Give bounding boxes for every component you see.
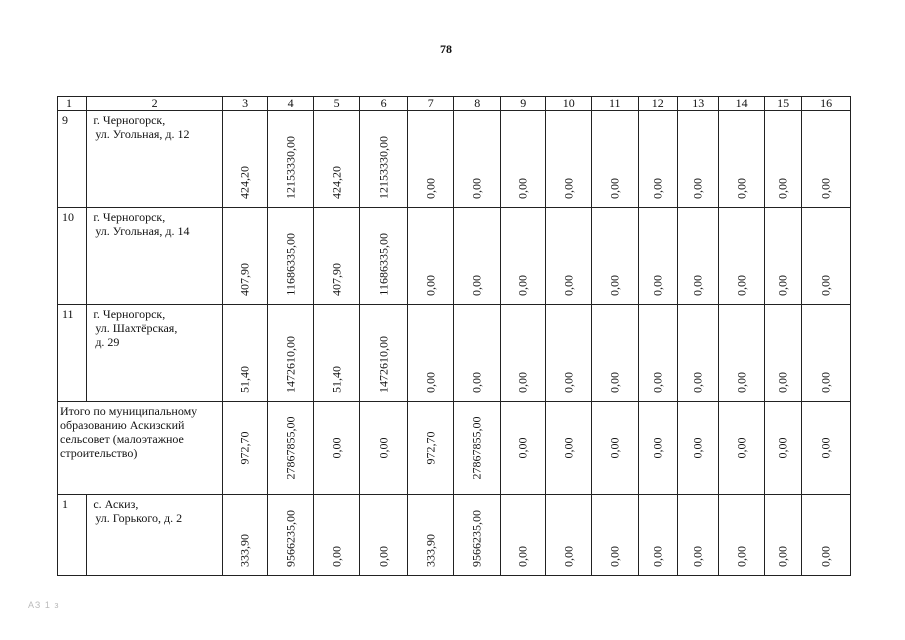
value-cell (454, 495, 501, 576)
value-cell (719, 495, 765, 576)
address-line: ул. Угольная, д. 12 (95, 127, 190, 141)
value-text: 1472610,00 (376, 336, 391, 393)
value-text: 0,00 (329, 437, 344, 459)
header-cell: 12 (638, 97, 677, 111)
value-text: 0,00 (469, 178, 484, 199)
value-text: 0,00 (423, 178, 438, 199)
header-cell: 5 (313, 97, 360, 111)
header-cell: 15 (764, 97, 801, 111)
value-text: 0,00 (515, 372, 530, 393)
value-cell (500, 495, 546, 576)
value-text: 0,00 (818, 372, 833, 393)
value-cell (454, 208, 501, 305)
value-text: 0,00 (818, 178, 833, 199)
value-cell (268, 111, 314, 208)
value-text: 0,00 (650, 546, 665, 567)
value-cell (222, 111, 268, 208)
header-cell: 9 (500, 97, 546, 111)
value-text: 0,00 (469, 275, 484, 296)
value-text: 0,00 (329, 546, 344, 567)
value-text: 27867855,00 (469, 416, 484, 480)
address-line: д. 29 (95, 335, 120, 349)
value-cell (677, 111, 718, 208)
value-cell (546, 402, 592, 495)
value-cell (677, 305, 718, 402)
row-number: 11 (58, 305, 87, 402)
value-text: 0,00 (775, 372, 790, 393)
value-text: 0,00 (561, 178, 576, 199)
value-cell (677, 495, 718, 576)
header-cell: 8 (454, 97, 501, 111)
value-cell (222, 208, 268, 305)
address-line: с. Аскиз, (93, 497, 139, 511)
value-cell (638, 495, 677, 576)
value-cell (313, 111, 360, 208)
value-cell (407, 111, 454, 208)
value-text: 0,00 (775, 178, 790, 199)
row-number: 9 (58, 111, 87, 208)
value-text: 27867855,00 (283, 416, 298, 480)
value-cell (407, 208, 454, 305)
value-text: 0,00 (561, 372, 576, 393)
value-cell (500, 402, 546, 495)
value-text: 0,00 (734, 372, 749, 393)
value-cell (802, 402, 851, 495)
address-cell (87, 208, 223, 305)
value-text: 0,00 (376, 437, 391, 459)
value-text: 12153330,00 (283, 136, 298, 199)
value-cell (360, 208, 408, 305)
value-text: 9566235,00 (283, 510, 298, 567)
value-text: 11686335,00 (283, 233, 298, 296)
value-cell (407, 402, 454, 495)
value-text: 0,00 (775, 437, 790, 459)
row-number: 10 (58, 208, 87, 305)
value-text: 0,00 (561, 275, 576, 296)
address-cell (87, 305, 223, 402)
value-cell (638, 111, 677, 208)
header-cell: 13 (677, 97, 718, 111)
value-text: 333,90 (423, 534, 438, 567)
value-text: 0,00 (650, 178, 665, 199)
total-row (58, 402, 851, 495)
value-cell (268, 402, 314, 495)
value-text: 407,90 (329, 263, 344, 296)
value-text: 0,00 (515, 275, 530, 296)
value-text: 0,00 (690, 546, 705, 567)
value-text: 0,00 (818, 437, 833, 459)
header-cell: 3 (222, 97, 268, 111)
value-cell (268, 208, 314, 305)
value-text: 0,00 (690, 372, 705, 393)
value-text: 0,00 (650, 437, 665, 459)
value-text: 0,00 (650, 372, 665, 393)
header-cell: 4 (268, 97, 314, 111)
value-cell (764, 208, 801, 305)
value-text: 0,00 (650, 275, 665, 296)
value-text: 51,40 (329, 366, 344, 393)
value-text: 51,40 (237, 366, 252, 393)
table-row (58, 111, 851, 208)
value-cell (764, 305, 801, 402)
value-text: 0,00 (515, 437, 530, 459)
value-text: 0,00 (423, 275, 438, 296)
value-cell (592, 402, 639, 495)
value-cell (677, 402, 718, 495)
value-cell (500, 305, 546, 402)
value-text: 9566235,00 (469, 510, 484, 567)
value-cell (500, 111, 546, 208)
value-cell (638, 305, 677, 402)
value-cell (764, 495, 801, 576)
value-text: 0,00 (561, 546, 576, 567)
value-cell (313, 208, 360, 305)
value-cell (407, 305, 454, 402)
value-text: 424,20 (329, 166, 344, 199)
value-text: 0,00 (607, 437, 622, 459)
value-cell (313, 402, 360, 495)
value-cell (592, 111, 639, 208)
header-cell: 1 (58, 97, 87, 111)
header-cell: 11 (592, 97, 639, 111)
value-text: 0,00 (734, 437, 749, 459)
value-cell (764, 111, 801, 208)
value-cell (546, 111, 592, 208)
header-cell: 2 (87, 97, 223, 111)
value-cell (222, 305, 268, 402)
value-cell (592, 495, 639, 576)
value-cell (719, 402, 765, 495)
value-cell (360, 402, 408, 495)
header-cell: 16 (802, 97, 851, 111)
value-text: 11686335,00 (376, 233, 391, 296)
value-cell (764, 402, 801, 495)
value-cell (546, 305, 592, 402)
value-text: 0,00 (818, 546, 833, 567)
header-cell: 10 (546, 97, 592, 111)
value-text: 0,00 (515, 178, 530, 199)
value-text: 407,90 (237, 263, 252, 296)
page-number: 78 (440, 42, 452, 56)
value-cell (222, 495, 268, 576)
row-number: 1 (58, 495, 87, 576)
value-cell (454, 111, 501, 208)
value-cell (360, 305, 408, 402)
header-cell: 6 (360, 97, 408, 111)
value-text: 0,00 (818, 275, 833, 296)
value-text: 0,00 (607, 275, 622, 296)
value-text: 0,00 (376, 546, 391, 567)
value-text: 0,00 (690, 275, 705, 296)
table-row (58, 208, 851, 305)
value-text: 333,90 (237, 534, 252, 567)
value-cell (222, 402, 268, 495)
value-text: 0,00 (734, 275, 749, 296)
header-cell: 7 (407, 97, 454, 111)
value-cell (268, 495, 314, 576)
address-line: ул. Угольная, д. 14 (95, 224, 190, 238)
value-text: 972,70 (237, 431, 252, 465)
address-line: ул. Шахтёрская, (95, 321, 178, 335)
value-cell (802, 208, 851, 305)
value-text: 0,00 (690, 437, 705, 459)
value-text: 0,00 (515, 546, 530, 567)
value-cell (407, 495, 454, 576)
value-cell (638, 402, 677, 495)
address-line: г. Черногорск, (93, 307, 166, 321)
value-text: 0,00 (607, 178, 622, 199)
value-cell (360, 111, 408, 208)
value-text: 12153330,00 (376, 136, 391, 199)
value-text: 0,00 (423, 372, 438, 393)
value-cell (638, 208, 677, 305)
value-cell (546, 495, 592, 576)
value-cell (546, 208, 592, 305)
value-cell (313, 495, 360, 576)
value-cell (454, 305, 501, 402)
value-text: 0,00 (775, 546, 790, 567)
value-text: 0,00 (690, 178, 705, 199)
value-cell (500, 208, 546, 305)
value-cell (719, 111, 765, 208)
table-row (58, 305, 851, 402)
value-text: 424,20 (237, 166, 252, 199)
address-cell (87, 111, 223, 208)
value-cell (802, 305, 851, 402)
scan-mark: АЗ 1 з (28, 600, 60, 610)
value-cell (719, 208, 765, 305)
value-cell (268, 305, 314, 402)
data-table (57, 96, 851, 576)
value-cell (719, 305, 765, 402)
value-text: 0,00 (607, 546, 622, 567)
value-text: 0,00 (607, 372, 622, 393)
value-cell (313, 305, 360, 402)
value-text: 0,00 (734, 546, 749, 567)
total-label: Итого по муниципальному образованию Аскизский сельсовет (малоэтажное строительство) (58, 402, 223, 495)
value-cell (454, 402, 501, 495)
value-text: 972,70 (423, 431, 438, 465)
value-cell (592, 208, 639, 305)
address-line: г. Черногорск, (93, 210, 166, 224)
value-text: 0,00 (775, 275, 790, 296)
table-row (58, 495, 851, 576)
address-line: ул. Горького, д. 2 (95, 511, 183, 525)
value-cell (677, 208, 718, 305)
value-text: 1472610,00 (283, 336, 298, 393)
value-cell (802, 495, 851, 576)
value-text: 0,00 (469, 372, 484, 393)
value-cell (360, 495, 408, 576)
value-cell (592, 305, 639, 402)
header-row (58, 97, 851, 111)
value-text: 0,00 (561, 437, 576, 459)
address-cell (87, 495, 223, 576)
header-cell: 14 (719, 97, 765, 111)
value-text: 0,00 (734, 178, 749, 199)
address-line: г. Черногорск, (93, 113, 166, 127)
value-cell (802, 111, 851, 208)
